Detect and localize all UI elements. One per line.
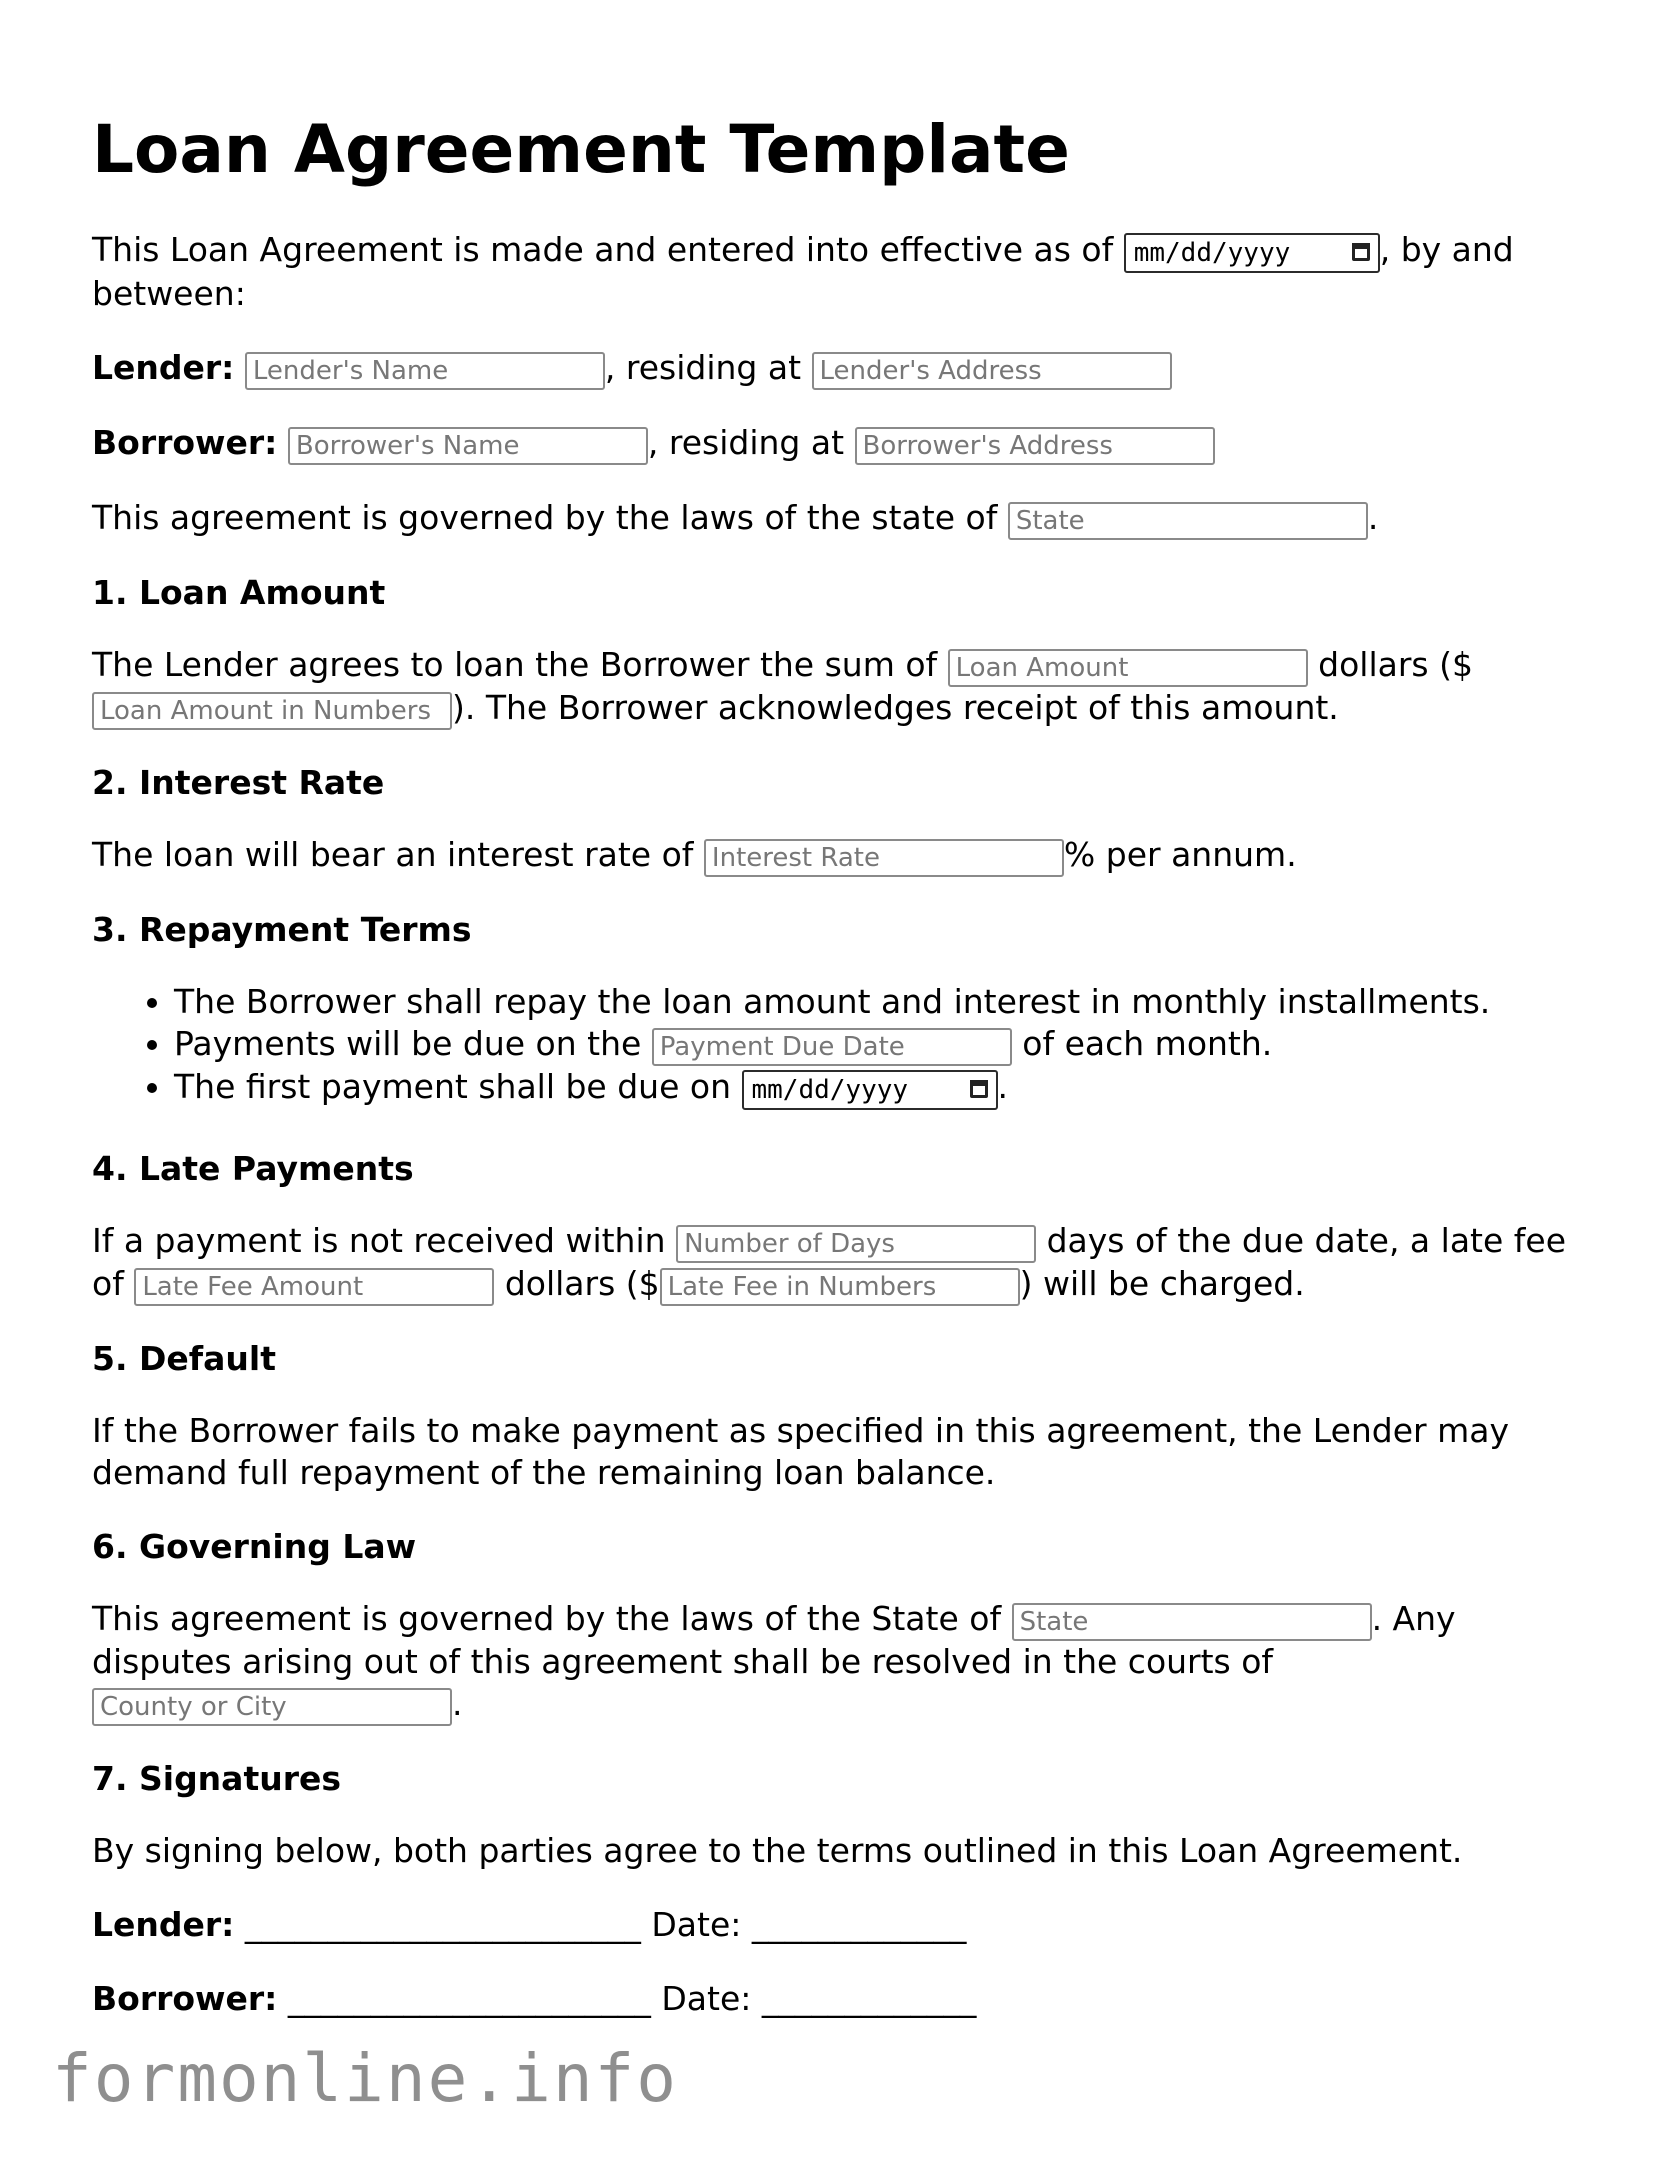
lender-date-blank: _____________	[751, 1905, 967, 1945]
governing-intro-period: .	[1367, 498, 1379, 538]
late-text-middle2: dollars ($	[504, 1264, 660, 1304]
effective-date-input[interactable]	[1124, 233, 1380, 273]
section-heading-governing-law: 6. Governing Law	[92, 1527, 417, 1567]
interest-text-after: % per annum.	[1063, 835, 1297, 875]
section-heading-loan-amount: 1. Loan Amount	[92, 573, 386, 613]
first-payment-text-after: .	[997, 1067, 1008, 1107]
date-placeholder: mm/dd/yyyy	[751, 1075, 909, 1106]
page-title: Loan Agreement Template	[92, 111, 1070, 188]
governing-intro-paragraph	[92, 497, 1592, 540]
calendar-icon[interactable]	[970, 1080, 988, 1098]
borrower-date-label: Date:	[661, 1979, 752, 2019]
date-placeholder: mm/dd/yyyy	[1133, 238, 1291, 269]
loan-amount-text-before: The Lender agrees to loan the Borrower the sum of	[92, 645, 938, 685]
intro-state-input[interactable]	[1008, 502, 1368, 540]
governing-intro-text: This agreement is governed by the laws of the state of	[92, 498, 998, 538]
section-heading-default: 5. Default	[92, 1339, 276, 1379]
borrower-signature-line	[92, 1978, 1592, 2020]
late-fee-numbers-input[interactable]	[660, 1268, 1020, 1306]
governing-text-after: .	[452, 1684, 463, 1724]
lender-line	[92, 347, 1592, 390]
governing-text-middle: . Any disputes arising out of this agreement shall be resolved in the courts of	[92, 1599, 1456, 1682]
borrower-residing-text: , residing at	[647, 423, 845, 463]
borrower-name-input[interactable]	[288, 427, 648, 465]
borrower-line	[92, 422, 1592, 465]
list-item	[174, 1023, 1592, 1066]
borrower-address-input[interactable]	[855, 427, 1215, 465]
loan-amount-numbers-input[interactable]	[92, 692, 452, 730]
county-or-city-input[interactable]	[92, 1688, 452, 1726]
document-page	[92, 110, 1592, 2052]
section-heading-late-payments: 4. Late Payments	[92, 1149, 414, 1189]
payment-due-text-before: Payments will be due on the	[174, 1024, 642, 1064]
section-heading-interest-rate: 2. Interest Rate	[92, 763, 385, 803]
borrower-signature-blank: ______________________	[287, 1979, 651, 2019]
governing-text-before: This agreement is governed by the laws of the State of	[92, 1599, 1002, 1639]
section-heading-repayment-terms: 3. Repayment Terms	[92, 910, 472, 950]
section-heading-signatures: 7. Signatures	[92, 1759, 342, 1799]
governing-state-input[interactable]	[1012, 1603, 1372, 1641]
intro-paragraph	[92, 229, 1592, 315]
lender-residing-text: , residing at	[604, 348, 802, 388]
first-payment-text-before: The first payment shall be due on	[174, 1067, 731, 1107]
interest-rate-paragraph	[92, 834, 1592, 877]
list-item	[174, 1066, 1592, 1110]
watermark: formonline.info	[52, 2040, 679, 2117]
repayment-terms-list	[92, 981, 1592, 1110]
lender-name-input[interactable]	[245, 352, 605, 390]
first-payment-date-input[interactable]	[742, 1070, 998, 1110]
loan-amount-paragraph	[92, 644, 1592, 730]
borrower-label: Borrower:	[92, 423, 278, 463]
loan-amount-input[interactable]	[948, 649, 1308, 687]
list-item: • The Borrower shall repay the loan amount and interest in monthly installments.	[174, 981, 1592, 1023]
lender-signature-blank: ________________________	[244, 1905, 641, 1945]
lender-signature-line	[92, 1904, 1592, 1946]
lender-label: Lender:	[92, 348, 235, 388]
governing-law-paragraph	[92, 1598, 1592, 1726]
payment-due-text-after: of each month.	[1022, 1024, 1273, 1064]
interest-text-before: The loan will bear an interest rate of	[92, 835, 694, 875]
borrower-signature-label: Borrower:	[92, 1979, 278, 2019]
late-text-middle1: days of the due date, a late fee of	[92, 1221, 1566, 1304]
number-of-days-input[interactable]	[676, 1225, 1036, 1263]
loan-amount-text-after: ). The Borrower acknowledges receipt of this amount.	[452, 688, 1339, 728]
late-text-after: ) will be charged.	[1019, 1264, 1305, 1304]
late-payments-paragraph	[92, 1220, 1592, 1306]
calendar-icon[interactable]	[1352, 243, 1370, 261]
interest-rate-input[interactable]	[704, 839, 1064, 877]
intro-text-before: This Loan Agreement is made and entered into effective as of	[92, 230, 1114, 270]
lender-address-input[interactable]	[812, 352, 1172, 390]
signatures-paragraph: By signing below, both parties agree to the terms outlined in this Loan Agreement.	[92, 1831, 1463, 1871]
loan-amount-text-middle: dollars ($	[1318, 645, 1473, 685]
payment-due-date-input[interactable]	[652, 1028, 1012, 1066]
late-text-before: If a payment is not received within	[92, 1221, 666, 1261]
default-paragraph: If the Borrower fails to make payment as specified in this agreement, the Lender may demand full repayment of the remaining loan balance.	[92, 1411, 1509, 1493]
borrower-date-blank: _____________	[761, 1979, 977, 2019]
lender-signature-label: Lender:	[92, 1905, 235, 1945]
lender-date-label: Date:	[651, 1905, 742, 1945]
intro-text-after: , by and between:	[92, 230, 1514, 314]
late-fee-amount-input[interactable]	[134, 1268, 494, 1306]
